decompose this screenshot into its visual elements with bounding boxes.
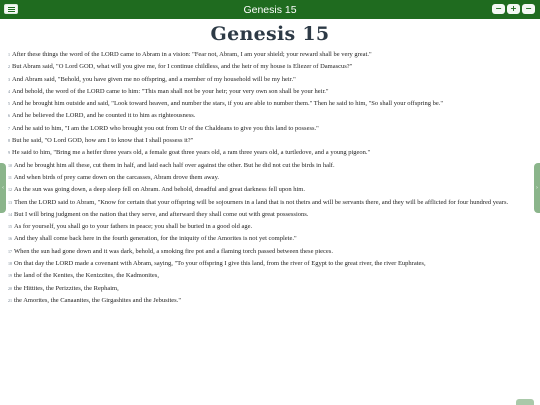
verse-number: 6 — [8, 113, 10, 119]
verse-text: After these things the word of the LORD came to Abram in a vision: "Fear not, Abram, I am your shield; your reward shall be very great." — [12, 51, 372, 58]
verse-text: But I will bring judgment on the nation that they serve, and afterward they shall come out with great possessions. — [14, 210, 309, 218]
verse — [8, 112, 532, 120]
verse — [8, 248, 532, 256]
chevron-right-icon: › — [536, 185, 538, 191]
verse-text: When the sun had gone down and it was dark, behold, a smoking fire pot and a flaming torch passed between these pieces. — [14, 247, 333, 255]
verse-number: 14 — [8, 211, 12, 217]
previous-chapter-button[interactable] — [0, 163, 6, 213]
verse-text: On that day the LORD made a covenant with Abram, saying, "To your offspring I give this land, from the river of Egypt to the great river, the river Euphrates, — [14, 260, 426, 268]
verse-text: As for yourself, you shall go to your fathers in peace; you shall be buried in a good old age. — [14, 223, 253, 231]
verse — [8, 235, 532, 243]
verse — [8, 199, 532, 207]
verse-text: And when birds of prey came down on the carcasses, Abram drove them away. — [13, 173, 220, 181]
verse-text: But he said, "O Lord GOD, how am I to know that I shall possess it?" — [12, 137, 194, 145]
verse-number: 7 — [8, 125, 10, 131]
verse-number: 17 — [8, 248, 12, 254]
hamburger-menu-icon[interactable] — [4, 4, 18, 14]
bottom-corner-tab[interactable] — [516, 399, 534, 405]
verse-number: 8 — [8, 138, 10, 144]
verse-number: 21 — [8, 297, 12, 303]
settings-button[interactable]: − — [522, 4, 535, 14]
verse-number: 15 — [8, 224, 12, 230]
verse — [8, 63, 532, 71]
verse — [8, 211, 532, 219]
verse-number: 11 — [8, 174, 12, 180]
window-title: Genesis 15 — [243, 3, 297, 16]
verse-number: 18 — [8, 261, 12, 267]
verse-text: the Hittites, the Perizzites, the Rephaim, — [14, 284, 119, 292]
verse-text: the Amorites, the Canaanites, the Girgashites and the Jebusites." — [14, 296, 181, 304]
font-increase-button[interactable]: + — [507, 4, 520, 14]
verse-number: 20 — [8, 285, 12, 291]
verse-text: And they shall come back here in the fourth generation, for the iniquity of the Amorites is not yet complete." — [14, 235, 297, 243]
verse-number: 5 — [8, 101, 10, 107]
verse — [8, 137, 532, 145]
top-bar — [0, 0, 540, 19]
verse — [8, 297, 532, 305]
verse-text: And behold, the word of the LORD came to him: "This man shall not be your heir; your very own son shall be your heir." — [12, 87, 329, 95]
verse-text: And he brought him outside and said, "Look toward heaven, and number the stars, if you are able to number them." Then he said to him, "So shall your offspring be." — [12, 100, 443, 108]
verse — [8, 174, 532, 182]
chevron-left-icon: ‹ — [2, 185, 4, 191]
verse-text: Then the LORD said to Abram, "Know for certain that your offspring will be sojourners in a land that is not theirs and will be servants there, and they will be afflicted for four hundred years. — [14, 198, 509, 206]
verse-text: And he brought him all these, cut them in half, and laid each half over against the other. But he did not cut the birds in half. — [14, 161, 335, 169]
verse — [8, 223, 532, 231]
verse — [8, 51, 532, 59]
verse-number: 16 — [8, 236, 12, 242]
next-chapter-button[interactable] — [534, 163, 540, 213]
font-controls — [492, 4, 535, 14]
chapter-heading: Genesis 15 — [210, 23, 330, 45]
verse-number: 13 — [8, 199, 12, 205]
verse — [8, 88, 532, 96]
verse — [8, 149, 532, 157]
verse-text: And he said to him, "I am the LORD who brought you out from Ur of the Chaldeans to give you this land to possess." — [12, 124, 319, 132]
verse-list — [8, 51, 532, 309]
verse-number: 4 — [8, 88, 10, 94]
verse-text: As the sun was going down, a deep sleep fell on Abram. And behold, dreadful and great darkness fell upon him. — [14, 186, 305, 194]
verse — [8, 76, 532, 84]
verse-number: 2 — [8, 64, 10, 70]
verse-text: And he believed the LORD, and he counted it to him as righteousness. — [12, 112, 196, 120]
verse-text: And Abram said, "Behold, you have given me no offspring, and a member of my household will be my heir." — [12, 75, 296, 83]
verse — [8, 186, 532, 194]
verse — [8, 260, 532, 268]
verse-text: He said to him, "Bring me a heifer three years old, a female goat three years old, a ram three years old, a turtledove, and a young pigeon." — [12, 149, 371, 157]
verse-text: But Abram said, "O Lord GOD, what will you give me, for I continue childless, and the heir of my house is Eliezer of Damascus?" — [12, 63, 353, 71]
verse-number: 12 — [8, 187, 12, 193]
verse — [8, 285, 532, 293]
verse-number: 3 — [8, 76, 10, 82]
verse-number: 1 — [8, 52, 10, 57]
verse-number: 10 — [8, 162, 12, 168]
verse — [8, 125, 532, 133]
verse — [8, 100, 532, 108]
verse — [8, 162, 532, 170]
verse — [8, 272, 532, 280]
font-decrease-button[interactable]: − — [492, 4, 505, 14]
verse-number: 19 — [8, 273, 12, 279]
verse-text: the land of the Kenites, the Kenizzites, the Kadmonites, — [14, 272, 159, 280]
verse-number: 9 — [8, 150, 10, 156]
